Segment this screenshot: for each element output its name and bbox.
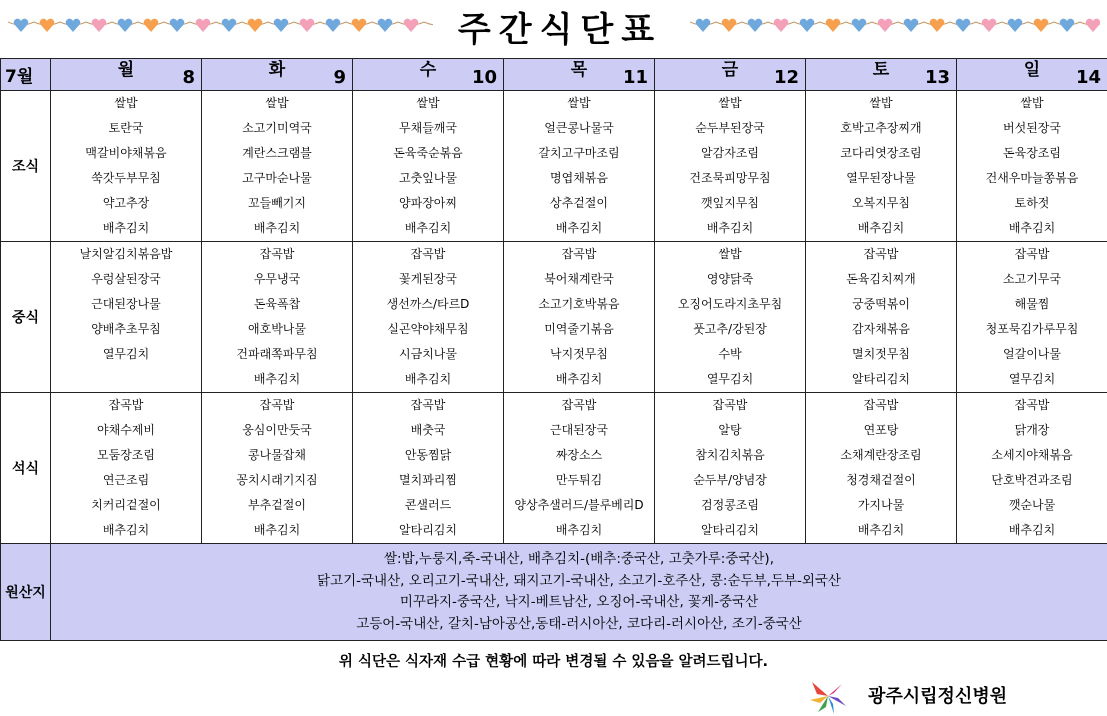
- menu-item: 고구마순나물: [242, 171, 312, 185]
- heart-icon: [930, 19, 945, 32]
- meal-label: 석식: [1, 393, 51, 544]
- menu-item: 멸치꽈리찜: [399, 473, 457, 487]
- menu-item: 잡곡밥: [108, 398, 144, 412]
- menu-item: 실곤약야채무침: [387, 322, 469, 336]
- menu-item: 배추김치: [857, 523, 905, 537]
- menu-item: 연포탕: [863, 423, 899, 437]
- menu-item: 꽁치시래기지짐: [236, 473, 318, 487]
- heart-garland-right: [690, 14, 1100, 36]
- hospital-name: 광주시립정신병원: [868, 686, 1008, 707]
- menu-item: 감자채볶음: [852, 322, 910, 336]
- heart-icon: [196, 19, 211, 32]
- menu-item: [51, 367, 201, 392]
- menu-item: 시금치나물: [399, 347, 457, 361]
- menu-item: 배추김치: [102, 221, 150, 235]
- heart-icon: [904, 19, 919, 32]
- menu-cell: [51, 91, 202, 242]
- heart-icon: [826, 19, 841, 32]
- day-header-3: [504, 59, 655, 91]
- heart-icon: [66, 19, 81, 32]
- menu-item: 고춧잎나물: [399, 171, 457, 185]
- menu-item: 배춧국: [410, 423, 446, 437]
- menu-cell: [51, 242, 202, 393]
- menu-item: 무채들깨국: [399, 121, 457, 135]
- menu-cell: [504, 91, 655, 242]
- menu-item: 배추김치: [404, 221, 452, 235]
- menu-item: 해물찜: [1014, 297, 1050, 311]
- menu-item: 잡곡밥: [863, 398, 899, 412]
- menu-item: 열무김치: [102, 347, 150, 361]
- menu-item: 건새우마늘쫑볶음: [985, 171, 1079, 185]
- menu-item: 명엽채볶음: [550, 171, 608, 185]
- day-header-6: [957, 59, 1107, 91]
- menu-item: 약고추장: [102, 196, 150, 210]
- origin-line: 미꾸라지-중국산, 낙지-베트남산, 오징어-국내산, 꽃게-중국산: [399, 594, 759, 610]
- menu-item: 오복지무침: [852, 196, 910, 210]
- menu-item: 배추김치: [1008, 523, 1056, 537]
- menu-item: 상추겉절이: [550, 196, 608, 210]
- menu-item: 알탕: [718, 423, 742, 437]
- menu-cell: [655, 91, 806, 242]
- menu-item: 잡곡밥: [561, 247, 597, 261]
- menu-item: 쌀밥: [567, 96, 591, 110]
- menu-item: 배추김치: [253, 523, 301, 537]
- day-number: 11: [622, 67, 648, 88]
- notice-text: 위 식단은 식자재 수급 현황에 따라 변경될 수 있음을 알려드립니다.: [338, 654, 769, 670]
- menu-item: 북어채계란국: [544, 272, 614, 286]
- menu-item: 열무김치: [706, 372, 754, 386]
- menu-item: 쑥갓두부무침: [91, 171, 161, 185]
- day-header-0: [51, 59, 202, 91]
- menu-item: 소세지야채볶음: [991, 448, 1073, 462]
- menu-item: 소채계란장조림: [840, 448, 922, 462]
- day-name: 토: [872, 60, 890, 80]
- menu-item: 알타리김치: [852, 372, 910, 386]
- menu-item: 웅심이만둣국: [242, 423, 312, 437]
- menu-item: 양파장아찌: [399, 196, 457, 210]
- menu-item: 소고기호박볶음: [538, 297, 620, 311]
- menu-item: 배추김치: [555, 523, 603, 537]
- menu-cell: [353, 91, 504, 242]
- menu-item: 배추김치: [1008, 221, 1056, 235]
- menu-item: 풋고추/강된장: [693, 322, 767, 336]
- origin-row: [1, 544, 1107, 641]
- menu-item: 소고기무국: [1003, 272, 1061, 286]
- menu-item: 수박: [718, 347, 742, 361]
- menu-item: 잡곡밥: [1014, 398, 1050, 412]
- menu-item: 가지나물: [857, 498, 905, 512]
- meal-row: [1, 242, 1107, 393]
- menu-cell: [655, 393, 806, 544]
- origin-line: 쌀:밥,누룽지,죽-국내산, 배추김치-(배추:중국산, 고춧가루:중국산),: [384, 551, 774, 567]
- menu-item: 코다리엿장조림: [840, 146, 922, 160]
- menu-item: 부추겉절이: [248, 498, 306, 512]
- menu-item: 쌀밥: [265, 96, 289, 110]
- menu-item: 검정콩조림: [701, 498, 759, 512]
- month-label: 7월: [1, 59, 51, 91]
- menu-item: 돈육폭찹: [253, 297, 301, 311]
- day-header-1: [202, 59, 353, 91]
- heart-icon: [144, 19, 159, 32]
- menu-item: 오징어도라지초무침: [677, 297, 783, 311]
- menu-item: 날치알김치볶음밥: [79, 247, 173, 261]
- menu-item: 잡곡밥: [259, 247, 295, 261]
- menu-item: 알타리김치: [701, 523, 759, 537]
- heart-icon: [1060, 19, 1075, 32]
- menu-cell: [504, 242, 655, 393]
- menu-item: 얼갈이나물: [1003, 347, 1061, 361]
- menu-item: 건파래쪽파무침: [236, 347, 318, 361]
- menu-cell: [353, 242, 504, 393]
- menu-item: 쌀밥: [718, 247, 742, 261]
- heart-icon: [352, 19, 367, 32]
- day-name: 일: [1023, 60, 1041, 80]
- heart-garland-left: [8, 14, 433, 36]
- menu-item: 갈치고구마조림: [538, 146, 620, 160]
- day-header-2: [353, 59, 504, 91]
- origin-info: [51, 544, 1107, 641]
- menu-item: 돈육죽순볶음: [393, 146, 463, 160]
- menu-item: 모둠장조림: [97, 448, 155, 462]
- meal-row: [1, 393, 1107, 544]
- menu-table: [0, 58, 1107, 641]
- menu-item: 돈육장조림: [1003, 146, 1061, 160]
- day-number: 14: [1075, 67, 1101, 88]
- menu-item: 배추김치: [706, 221, 754, 235]
- menu-item: 맥갈비야채볶음: [85, 146, 167, 160]
- heart-icon: [170, 19, 185, 32]
- heart-icon: [274, 19, 289, 32]
- menu-item: 잡곡밥: [712, 398, 748, 412]
- menu-cell: [353, 393, 504, 544]
- menu-item: 열무된장나물: [846, 171, 916, 185]
- menu-item: 청경채겉절이: [846, 473, 916, 487]
- heart-icon: [222, 19, 237, 32]
- menu-item: 영양닭죽: [706, 272, 754, 286]
- day-name: 목: [570, 60, 588, 80]
- menu-item: 열무김치: [1008, 372, 1056, 386]
- menu-item: 돈육김치찌개: [846, 272, 916, 286]
- heart-icon: [1034, 19, 1049, 32]
- menu-item: 배추김치: [102, 523, 150, 537]
- menu-item: 배추김치: [555, 372, 603, 386]
- day-header-4: [655, 59, 806, 91]
- day-number: 13: [924, 67, 950, 88]
- menu-cell: [806, 393, 957, 544]
- menu-item: 건조묵피망무침: [689, 171, 771, 185]
- menu-item: 얼큰콩나물국: [544, 121, 614, 135]
- origin-label: 원산지: [1, 544, 51, 641]
- menu-item: 배추김치: [253, 221, 301, 235]
- menu-item: 치커리겉절이: [91, 498, 161, 512]
- day-number: 10: [471, 67, 497, 88]
- menu-item: 우무냉국: [253, 272, 301, 286]
- menu-item: 생선까스/타르D: [386, 297, 470, 311]
- heart-icon: [326, 19, 341, 32]
- meal-row: [1, 91, 1107, 242]
- heart-icon: [722, 19, 737, 32]
- menu-item: 토란국: [108, 121, 144, 135]
- menu-item: 깻잎지무침: [701, 196, 759, 210]
- menu-item: 우렁살된장국: [91, 272, 161, 286]
- heart-icon: [774, 19, 789, 32]
- menu-item: 청포묵김가루무침: [985, 322, 1079, 336]
- menu-cell: [957, 91, 1107, 242]
- menu-item: 잡곡밥: [259, 398, 295, 412]
- menu-item: 꽃게된장국: [399, 272, 457, 286]
- menu-cell: [202, 91, 353, 242]
- heart-icon: [852, 19, 867, 32]
- heart-icon: [1086, 19, 1100, 32]
- menu-item: 근대된장나물: [91, 297, 161, 311]
- menu-item: 호박고추장찌개: [840, 121, 922, 135]
- heart-icon: [378, 19, 393, 32]
- menu-item: 애호박나물: [248, 322, 306, 336]
- day-name: 수: [419, 60, 437, 80]
- menu-item: 궁중떡볶이: [852, 297, 910, 311]
- heart-icon: [956, 19, 971, 32]
- heart-icon: [300, 19, 315, 32]
- menu-item: 낙지젓무침: [550, 347, 608, 361]
- menu-cell: [806, 242, 957, 393]
- menu-item: 연근조림: [102, 473, 150, 487]
- menu-item: 잡곡밥: [1014, 247, 1050, 261]
- day-header-5: [806, 59, 957, 91]
- menu-item: 쌀밥: [1020, 96, 1044, 110]
- menu-item: 양상추샐러드/블루베리D: [514, 498, 644, 512]
- menu-cell: [504, 393, 655, 544]
- menu-item: 잡곡밥: [410, 247, 446, 261]
- menu-item: 순두부/양념장: [693, 473, 767, 487]
- menu-item: 배추김치: [555, 221, 603, 235]
- heart-icon: [982, 19, 997, 32]
- menu-item: 쌀밥: [869, 96, 893, 110]
- heart-icon: [40, 19, 55, 32]
- menu-item: 닭개장: [1014, 423, 1050, 437]
- meal-label: 조식: [1, 91, 51, 242]
- hospital-logo-icon: [808, 676, 848, 716]
- menu-item: 참치김치볶음: [695, 448, 765, 462]
- day-name: 월: [117, 60, 135, 80]
- menu-item: 배추김치: [253, 372, 301, 386]
- menu-item: 콩나물잡채: [248, 448, 306, 462]
- menu-item: 잡곡밥: [863, 247, 899, 261]
- menu-cell: [202, 242, 353, 393]
- menu-item: 깻순나물: [1008, 498, 1056, 512]
- menu-item: 단호박견과조림: [991, 473, 1073, 487]
- day-number: 12: [773, 67, 799, 88]
- menu-item: 소고기미역국: [242, 121, 312, 135]
- menu-item: 쌀밥: [718, 96, 742, 110]
- day-name: 금: [721, 60, 739, 80]
- day-number: 8: [182, 67, 195, 88]
- menu-item: 근대된장국: [550, 423, 608, 437]
- heart-icon: [800, 19, 815, 32]
- menu-item: 꼬들빼기지: [248, 196, 306, 210]
- menu-cell: [202, 393, 353, 544]
- menu-item: 계란스크램블: [242, 146, 312, 160]
- menu-item: 콘샐러드: [404, 498, 452, 512]
- menu-cell: [655, 242, 806, 393]
- menu-item: 미역줄기볶음: [544, 322, 614, 336]
- menu-item: 양배추초무침: [91, 322, 161, 336]
- menu-item: 배추김치: [857, 221, 905, 235]
- menu-cell: [957, 242, 1107, 393]
- header-row: [1, 59, 1107, 91]
- origin-line: 고등어-국내산, 갈치-남아공산,동태-러시아산, 코다리-러시아산, 조기-중국산: [356, 615, 802, 632]
- menu-item: 토하젓: [1014, 196, 1050, 210]
- menu-item: 쌀밥: [416, 96, 440, 110]
- menu-item: 잡곡밥: [410, 398, 446, 412]
- menu-item: 잡곡밥: [561, 398, 597, 412]
- heart-icon: [118, 19, 133, 32]
- heart-icon: [878, 19, 893, 32]
- page-title: 주간식단표: [457, 10, 663, 50]
- origin-line: 닭고기-국내산, 오리고기-국내산, 돼지고기-국내산, 소고기-호주산, 콩:순두부,두부-외국산: [317, 572, 841, 589]
- heart-icon: [696, 19, 711, 32]
- menu-item: 안동찜닭: [404, 448, 452, 462]
- menu-cell: [957, 393, 1107, 544]
- menu-item: 멸치젓무침: [852, 347, 910, 361]
- heart-icon: [92, 19, 107, 32]
- heart-icon: [1008, 19, 1023, 32]
- menu-item: 알감자조림: [701, 146, 759, 160]
- menu-item: 만두튀김: [555, 473, 603, 487]
- heart-icon: [248, 19, 263, 32]
- menu-item: 야채수제비: [97, 423, 155, 437]
- menu-cell: [51, 393, 202, 544]
- day-name: 화: [268, 60, 286, 80]
- heart-icon: [404, 19, 419, 32]
- meal-label: 중식: [1, 242, 51, 393]
- heart-icon: [748, 19, 763, 32]
- menu-item: 쌀밥: [114, 96, 138, 110]
- menu-item: 순두부된장국: [695, 121, 765, 135]
- menu-item: 짜장소스: [555, 448, 603, 462]
- menu-item: 배추김치: [404, 372, 452, 386]
- heart-icon: [14, 19, 29, 32]
- menu-item: 버섯된장국: [1003, 121, 1061, 135]
- menu-cell: [806, 91, 957, 242]
- menu-item: 알타리김치: [399, 523, 457, 537]
- day-number: 9: [333, 67, 346, 88]
